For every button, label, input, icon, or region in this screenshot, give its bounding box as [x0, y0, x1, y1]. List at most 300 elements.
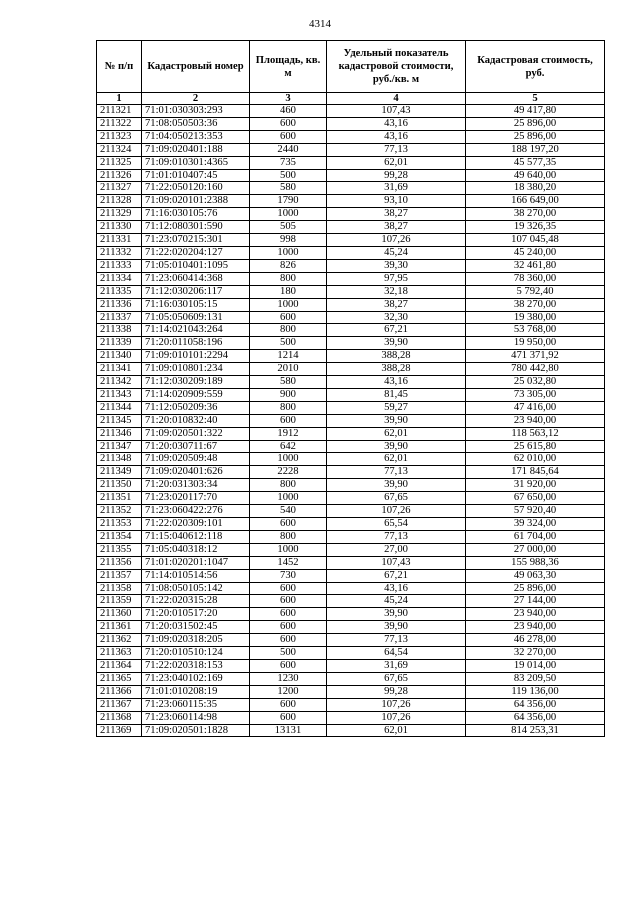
specific-value-cell: 43,16 [327, 582, 466, 595]
row-number-cell: 211354 [97, 530, 142, 543]
table-row [97, 466, 605, 479]
area-cell: 730 [250, 569, 327, 582]
cadastral-value-cell: 64 356,00 [466, 711, 605, 724]
table-row [97, 698, 605, 711]
cadastral-number-cell: 71:23:020117:70 [142, 492, 250, 505]
row-number-cell: 211332 [97, 246, 142, 259]
row-number-cell: 211322 [97, 117, 142, 130]
area-cell: 800 [250, 324, 327, 337]
cadastral-number-cell: 71:01:030303:293 [142, 105, 250, 118]
specific-value-cell: 67,65 [327, 672, 466, 685]
row-number-cell: 211326 [97, 169, 142, 182]
specific-value-cell: 67,65 [327, 492, 466, 505]
page-number: 4314 [309, 18, 331, 30]
cadastral-number-cell: 71:08:050503:36 [142, 117, 250, 130]
cadastral-number-cell: 71:23:060114:98 [142, 711, 250, 724]
area-cell: 600 [250, 595, 327, 608]
table-row [97, 234, 605, 247]
row-number-cell: 211356 [97, 556, 142, 569]
specific-value-cell: 39,90 [327, 479, 466, 492]
header-specific-value: Удельный показатель кадастровой стоимости, руб./кв. м [327, 41, 466, 93]
table-row [97, 143, 605, 156]
specific-value-cell: 39,90 [327, 621, 466, 634]
specific-value-cell: 77,13 [327, 634, 466, 647]
table-row [97, 440, 605, 453]
column-number: 1 [97, 93, 142, 105]
area-cell: 500 [250, 647, 327, 660]
cadastral-number-cell: 71:09:020101:2388 [142, 195, 250, 208]
specific-value-cell: 77,13 [327, 530, 466, 543]
area-cell: 2010 [250, 363, 327, 376]
specific-value-cell: 388,28 [327, 350, 466, 363]
specific-value-cell: 107,26 [327, 234, 466, 247]
cadastral-number-cell: 71:22:020204:127 [142, 246, 250, 259]
cadastral-number-cell: 71:23:060115:35 [142, 698, 250, 711]
cadastral-number-cell: 71:23:060414:368 [142, 272, 250, 285]
row-number-cell: 211338 [97, 324, 142, 337]
table-row [97, 117, 605, 130]
row-number-cell: 211348 [97, 453, 142, 466]
specific-value-cell: 62,01 [327, 427, 466, 440]
cadastral-value-cell: 27 144,00 [466, 595, 605, 608]
specific-value-cell: 107,26 [327, 505, 466, 518]
area-cell: 1000 [250, 453, 327, 466]
row-number-cell: 211330 [97, 221, 142, 234]
area-cell: 580 [250, 376, 327, 389]
area-cell: 600 [250, 414, 327, 427]
row-number-cell: 211333 [97, 259, 142, 272]
row-number-cell: 211350 [97, 479, 142, 492]
row-number-cell: 211325 [97, 156, 142, 169]
specific-value-cell: 38,27 [327, 298, 466, 311]
table-row [97, 298, 605, 311]
cadastral-number-cell: 71:09:020509:48 [142, 453, 250, 466]
area-cell: 1000 [250, 246, 327, 259]
table-row [97, 530, 605, 543]
table-row [97, 195, 605, 208]
area-cell: 600 [250, 311, 327, 324]
area-cell: 600 [250, 117, 327, 130]
specific-value-cell: 45,24 [327, 595, 466, 608]
cadastral-value-cell: 471 371,92 [466, 350, 605, 363]
area-cell: 826 [250, 259, 327, 272]
cadastral-value-cell: 188 197,20 [466, 143, 605, 156]
cadastral-value-cell: 18 380,20 [466, 182, 605, 195]
row-number-cell: 211337 [97, 311, 142, 324]
area-cell: 600 [250, 621, 327, 634]
cadastral-value-cell: 61 704,00 [466, 530, 605, 543]
table-row [97, 492, 605, 505]
row-number-cell: 211346 [97, 427, 142, 440]
header-area: Площадь, кв. м [250, 41, 327, 93]
cadastral-number-cell: 71:08:050105:142 [142, 582, 250, 595]
cadastral-value-cell: 47 416,00 [466, 401, 605, 414]
specific-value-cell: 107,43 [327, 105, 466, 118]
cadastral-value-cell: 814 253,31 [466, 724, 605, 737]
row-number-cell: 211347 [97, 440, 142, 453]
cadastral-number-cell: 71:20:030711:67 [142, 440, 250, 453]
cadastral-value-cell: 49 640,00 [466, 169, 605, 182]
table-row [97, 376, 605, 389]
table-row [97, 401, 605, 414]
specific-value-cell: 107,26 [327, 711, 466, 724]
specific-value-cell: 43,16 [327, 130, 466, 143]
header-cadastral-value: Кадастровая стоимость, руб. [466, 41, 605, 93]
cadastral-value-cell: 32 461,80 [466, 259, 605, 272]
cadastral-value-cell: 73 305,00 [466, 388, 605, 401]
cadastral-value-cell: 49 063,30 [466, 569, 605, 582]
cadastral-value-cell: 45 577,35 [466, 156, 605, 169]
row-number-cell: 211321 [97, 105, 142, 118]
cadastral-number-cell: 71:04:050213:353 [142, 130, 250, 143]
area-cell: 180 [250, 285, 327, 298]
area-cell: 600 [250, 659, 327, 672]
row-number-cell: 211336 [97, 298, 142, 311]
table-row [97, 350, 605, 363]
table-row [97, 272, 605, 285]
area-cell: 580 [250, 182, 327, 195]
area-cell: 800 [250, 530, 327, 543]
row-number-cell: 211331 [97, 234, 142, 247]
area-cell: 600 [250, 711, 327, 724]
cadastral-value-cell: 171 845,64 [466, 466, 605, 479]
table-row [97, 427, 605, 440]
specific-value-cell: 43,16 [327, 117, 466, 130]
cadastral-number-cell: 71:23:040102:169 [142, 672, 250, 685]
cadastral-number-cell: 71:15:040612:118 [142, 530, 250, 543]
row-number-cell: 211363 [97, 647, 142, 660]
cadastral-number-cell: 71:14:020909:559 [142, 388, 250, 401]
cadastral-value-cell: 62 010,00 [466, 453, 605, 466]
cadastral-value-cell: 19 950,00 [466, 337, 605, 350]
row-number-cell: 211366 [97, 685, 142, 698]
area-cell: 600 [250, 582, 327, 595]
specific-value-cell: 93,10 [327, 195, 466, 208]
cadastral-number-cell: 71:09:020501:1828 [142, 724, 250, 737]
row-number-cell: 211365 [97, 672, 142, 685]
specific-value-cell: 107,43 [327, 556, 466, 569]
specific-value-cell: 388,28 [327, 363, 466, 376]
table-body [97, 105, 605, 737]
cadastral-value-cell: 38 270,00 [466, 208, 605, 221]
table-row [97, 363, 605, 376]
row-number-cell: 211345 [97, 414, 142, 427]
specific-value-cell: 45,24 [327, 246, 466, 259]
specific-value-cell: 97,95 [327, 272, 466, 285]
table-row [97, 608, 605, 621]
table-row [97, 453, 605, 466]
area-cell: 1214 [250, 350, 327, 363]
row-number-cell: 211362 [97, 634, 142, 647]
area-cell: 500 [250, 337, 327, 350]
table-row [97, 647, 605, 660]
specific-value-cell: 62,01 [327, 724, 466, 737]
specific-value-cell: 67,21 [327, 569, 466, 582]
area-cell: 600 [250, 518, 327, 531]
cadastral-number-cell: 71:16:030105:76 [142, 208, 250, 221]
cadastral-value-cell: 25 615,80 [466, 440, 605, 453]
table-row [97, 388, 605, 401]
table-row [97, 672, 605, 685]
row-number-cell: 211368 [97, 711, 142, 724]
specific-value-cell: 32,30 [327, 311, 466, 324]
area-cell: 1790 [250, 195, 327, 208]
table-row [97, 505, 605, 518]
cadastral-number-cell: 71:20:031303:34 [142, 479, 250, 492]
table-row [97, 259, 605, 272]
header-row [97, 41, 605, 93]
cadastral-value-cell: 25 032,80 [466, 376, 605, 389]
table-row [97, 724, 605, 737]
cadastral-number-cell: 71:05:050609:131 [142, 311, 250, 324]
row-number-cell: 211328 [97, 195, 142, 208]
specific-value-cell: 32,18 [327, 285, 466, 298]
cadastral-value-cell: 64 356,00 [466, 698, 605, 711]
area-cell: 735 [250, 156, 327, 169]
cadastral-value-cell: 27 000,00 [466, 543, 605, 556]
cadastral-value-cell: 45 240,00 [466, 246, 605, 259]
cadastral-number-cell: 71:09:010101:2294 [142, 350, 250, 363]
table-row [97, 659, 605, 672]
cadastral-number-cell: 71:20:031502:45 [142, 621, 250, 634]
specific-value-cell: 77,13 [327, 466, 466, 479]
cadastral-number-cell: 71:22:020309:101 [142, 518, 250, 531]
cadastral-number-cell: 71:09:020501:322 [142, 427, 250, 440]
area-cell: 1452 [250, 556, 327, 569]
specific-value-cell: 59,27 [327, 401, 466, 414]
area-cell: 600 [250, 130, 327, 143]
specific-value-cell: 39,90 [327, 440, 466, 453]
row-number-cell: 211340 [97, 350, 142, 363]
cadastral-number-cell: 71:20:010510:124 [142, 647, 250, 660]
area-cell: 505 [250, 221, 327, 234]
table-row [97, 621, 605, 634]
specific-value-cell: 31,69 [327, 659, 466, 672]
cadastral-number-cell: 71:22:020315:28 [142, 595, 250, 608]
row-number-cell: 211327 [97, 182, 142, 195]
row-number-cell: 211355 [97, 543, 142, 556]
table-row [97, 685, 605, 698]
cadastral-value-cell: 19 014,00 [466, 659, 605, 672]
row-number-cell: 211335 [97, 285, 142, 298]
cadastral-number-cell: 71:09:020401:188 [142, 143, 250, 156]
row-number-cell: 211367 [97, 698, 142, 711]
cadastral-value-cell: 78 360,00 [466, 272, 605, 285]
cadastral-number-cell: 71:23:070215:301 [142, 234, 250, 247]
cadastral-value-cell: 780 442,80 [466, 363, 605, 376]
row-number-cell: 211324 [97, 143, 142, 156]
table-row [97, 518, 605, 531]
specific-value-cell: 67,21 [327, 324, 466, 337]
specific-value-cell: 81,45 [327, 388, 466, 401]
row-number-cell: 211352 [97, 505, 142, 518]
cadastral-value-cell: 46 278,00 [466, 634, 605, 647]
cadastral-value-cell: 119 136,00 [466, 685, 605, 698]
row-number-cell: 211341 [97, 363, 142, 376]
cadastral-number-cell: 71:22:050120:160 [142, 182, 250, 195]
area-cell: 1000 [250, 298, 327, 311]
column-number: 4 [327, 93, 466, 105]
cadastral-number-cell: 71:20:010517:20 [142, 608, 250, 621]
row-number-cell: 211323 [97, 130, 142, 143]
column-number-row [97, 93, 605, 105]
area-cell: 600 [250, 634, 327, 647]
cadastral-number-cell: 71:16:030105:15 [142, 298, 250, 311]
cadastral-value-cell: 57 920,40 [466, 505, 605, 518]
cadastral-value-cell: 31 920,00 [466, 479, 605, 492]
table-row [97, 543, 605, 556]
specific-value-cell: 39,90 [327, 337, 466, 350]
table-row [97, 324, 605, 337]
area-cell: 1230 [250, 672, 327, 685]
specific-value-cell: 64,54 [327, 647, 466, 660]
specific-value-cell: 99,28 [327, 685, 466, 698]
area-cell: 642 [250, 440, 327, 453]
table-row [97, 414, 605, 427]
specific-value-cell: 43,16 [327, 376, 466, 389]
row-number-cell: 211349 [97, 466, 142, 479]
table-row [97, 208, 605, 221]
row-number-cell: 211339 [97, 337, 142, 350]
cadastral-number-cell: 71:01:010208:19 [142, 685, 250, 698]
row-number-cell: 211353 [97, 518, 142, 531]
table-row [97, 221, 605, 234]
specific-value-cell: 38,27 [327, 221, 466, 234]
cadastral-number-cell: 71:01:020201:1047 [142, 556, 250, 569]
table-row [97, 182, 605, 195]
cadastral-value-cell: 38 270,00 [466, 298, 605, 311]
specific-value-cell: 39,90 [327, 414, 466, 427]
area-cell: 1912 [250, 427, 327, 440]
specific-value-cell: 62,01 [327, 453, 466, 466]
cadastral-value-cell: 166 649,00 [466, 195, 605, 208]
area-cell: 13131 [250, 724, 327, 737]
cadastral-value-table [96, 40, 605, 737]
cadastral-number-cell: 71:12:050209:36 [142, 401, 250, 414]
table-row [97, 595, 605, 608]
cadastral-value-cell: 23 940,00 [466, 414, 605, 427]
row-number-cell: 211358 [97, 582, 142, 595]
cadastral-number-cell: 71:09:010301:4365 [142, 156, 250, 169]
column-number: 5 [466, 93, 605, 105]
row-number-cell: 211361 [97, 621, 142, 634]
cadastral-value-cell: 23 940,00 [466, 621, 605, 634]
cadastral-number-cell: 71:09:010801:234 [142, 363, 250, 376]
row-number-cell: 211359 [97, 595, 142, 608]
row-number-cell: 211342 [97, 376, 142, 389]
cadastral-number-cell: 71:12:080301:590 [142, 221, 250, 234]
area-cell: 600 [250, 698, 327, 711]
area-cell: 1200 [250, 685, 327, 698]
table-row [97, 130, 605, 143]
cadastral-value-cell: 23 940,00 [466, 608, 605, 621]
specific-value-cell: 31,69 [327, 182, 466, 195]
row-number-cell: 211343 [97, 388, 142, 401]
header-cadastral-number: Кадастровый номер [142, 41, 250, 93]
table-row [97, 556, 605, 569]
specific-value-cell: 27,00 [327, 543, 466, 556]
cadastral-number-cell: 71:14:010514:56 [142, 569, 250, 582]
specific-value-cell: 99,28 [327, 169, 466, 182]
specific-value-cell: 107,26 [327, 698, 466, 711]
area-cell: 540 [250, 505, 327, 518]
cadastral-value-cell: 107 045,48 [466, 234, 605, 247]
row-number-cell: 211360 [97, 608, 142, 621]
area-cell: 1000 [250, 492, 327, 505]
table-row [97, 246, 605, 259]
cadastral-value-cell: 25 896,00 [466, 582, 605, 595]
cadastral-number-cell: 71:05:040318:12 [142, 543, 250, 556]
area-cell: 1000 [250, 543, 327, 556]
table-row [97, 285, 605, 298]
cadastral-number-cell: 71:09:020318:205 [142, 634, 250, 647]
row-number-cell: 211369 [97, 724, 142, 737]
specific-value-cell: 39,30 [327, 259, 466, 272]
cadastral-number-cell: 71:22:020318:153 [142, 659, 250, 672]
area-cell: 460 [250, 105, 327, 118]
column-number: 3 [250, 93, 327, 105]
table-row [97, 479, 605, 492]
specific-value-cell: 65,54 [327, 518, 466, 531]
table-row [97, 311, 605, 324]
table-header [97, 41, 605, 105]
cadastral-number-cell: 71:23:060422:276 [142, 505, 250, 518]
area-cell: 900 [250, 388, 327, 401]
cadastral-number-cell: 71:20:011058:196 [142, 337, 250, 350]
area-cell: 800 [250, 401, 327, 414]
cadastral-value-cell: 67 650,00 [466, 492, 605, 505]
row-number-cell: 211351 [97, 492, 142, 505]
table-row [97, 711, 605, 724]
row-number-cell: 211357 [97, 569, 142, 582]
cadastral-value-cell: 53 768,00 [466, 324, 605, 337]
table-row [97, 569, 605, 582]
cadastral-number-cell: 71:09:020401:626 [142, 466, 250, 479]
cadastral-value-cell: 25 896,00 [466, 117, 605, 130]
area-cell: 800 [250, 272, 327, 285]
cadastral-value-cell: 49 417,80 [466, 105, 605, 118]
cadastral-number-cell: 71:05:010401:1095 [142, 259, 250, 272]
area-cell: 1000 [250, 208, 327, 221]
column-number: 2 [142, 93, 250, 105]
table-row [97, 169, 605, 182]
row-number-cell: 211334 [97, 272, 142, 285]
area-cell: 998 [250, 234, 327, 247]
cadastral-number-cell: 71:20:010832:40 [142, 414, 250, 427]
cadastral-value-cell: 5 792,40 [466, 285, 605, 298]
table-row [97, 582, 605, 595]
cadastral-number-cell: 71:12:030206:117 [142, 285, 250, 298]
area-cell: 600 [250, 608, 327, 621]
cadastral-value-cell: 25 896,00 [466, 130, 605, 143]
header-row-number: № п/п [97, 41, 142, 93]
table-row [97, 105, 605, 118]
cadastral-value-cell: 39 324,00 [466, 518, 605, 531]
table-row [97, 634, 605, 647]
row-number-cell: 211329 [97, 208, 142, 221]
cadastral-number-cell: 71:01:010407:45 [142, 169, 250, 182]
specific-value-cell: 38,27 [327, 208, 466, 221]
cadastral-value-cell: 83 209,50 [466, 672, 605, 685]
area-cell: 500 [250, 169, 327, 182]
row-number-cell: 211344 [97, 401, 142, 414]
specific-value-cell: 39,90 [327, 608, 466, 621]
cadastral-number-cell: 71:14:021043:264 [142, 324, 250, 337]
cadastral-value-cell: 19 326,35 [466, 221, 605, 234]
cadastral-value-cell: 32 270,00 [466, 647, 605, 660]
specific-value-cell: 62,01 [327, 156, 466, 169]
row-number-cell: 211364 [97, 659, 142, 672]
